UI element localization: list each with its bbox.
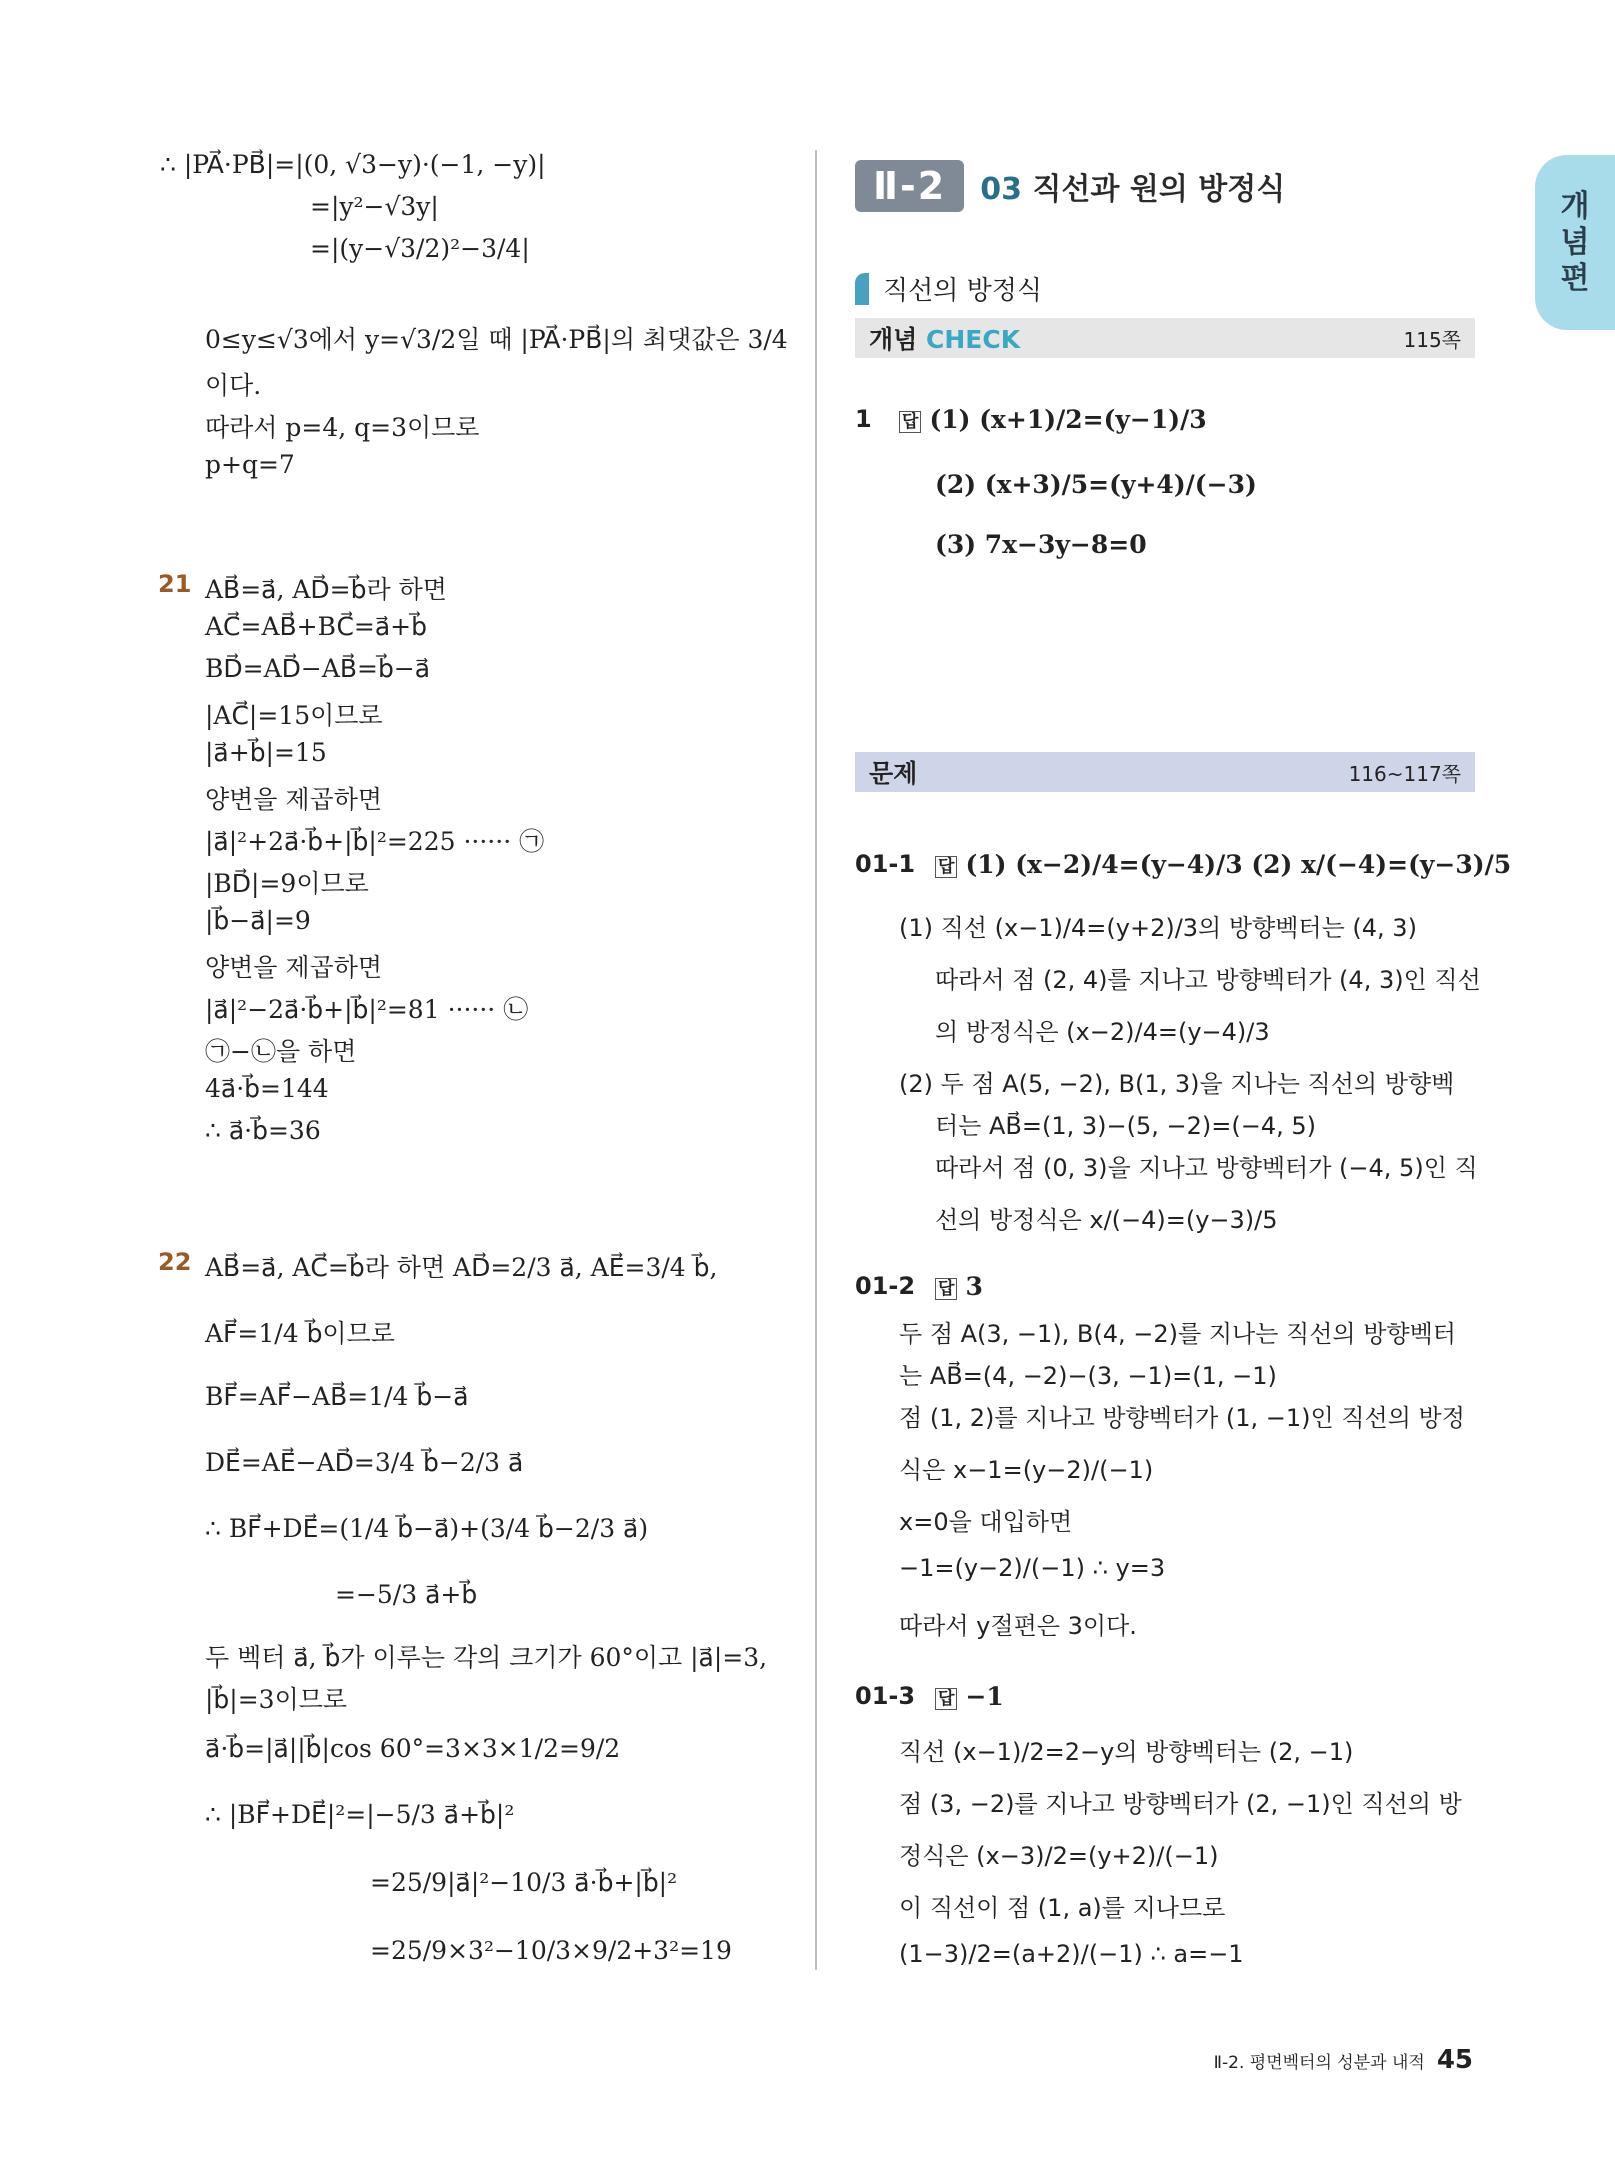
solution-line: ∴ BF⃗+DE⃗=(1/4 b⃗−a⃗)+(3/4 b⃗−2/3 a⃗): [205, 1514, 649, 1543]
page-footer: [1214, 2045, 1473, 2075]
problem-number: 21: [158, 570, 192, 598]
solution-line: (1−3)/2=(a+2)/(−1) ∴ a=−1: [899, 1940, 1244, 1968]
solution-line: p+q=7: [205, 450, 295, 479]
solution-line: |a⃗+b⃗|=15: [205, 738, 327, 767]
problem-bar: [855, 752, 1475, 792]
solution-line: 4a⃗·b⃗=144: [205, 1074, 329, 1103]
solution-line: =25/9×3²−10/3×9/2+3²=19: [370, 1936, 732, 1965]
solution-line: BF⃗=AF⃗−AB⃗=1/4 b⃗−a⃗: [205, 1382, 469, 1411]
section-title: 직선의 방정식: [883, 276, 1042, 306]
concept-check-bar: [855, 318, 1475, 358]
concept-check-title: [869, 320, 1020, 356]
problem-number: 22: [158, 1248, 192, 1276]
problem-number: 01-2: [855, 1272, 916, 1300]
solution-line: 따라서 y절편은 3이다.: [899, 1612, 1137, 1640]
index-tab: [1535, 155, 1615, 330]
tab-char: 편: [1560, 260, 1590, 296]
solution-line: AC⃗=AB⃗+BC⃗=a⃗+b⃗: [205, 612, 427, 641]
page-number: 45: [1436, 2045, 1473, 2075]
solution-line: 정식은 (x−3)/2=(y+2)/(−1): [899, 1842, 1219, 1870]
concept-check-page: 115쪽: [1403, 327, 1461, 352]
solution-line: 식은 x−1=(y−2)/(−1): [899, 1456, 1154, 1484]
problem-number: 01-1: [855, 850, 916, 878]
answer-mark-icon: 답: [935, 1278, 957, 1300]
solution-line: ∴ |PA⃗·PB⃗|=|(0, √3−y)·(−1, −y)|: [160, 150, 546, 179]
solution-line: ∴ a⃗·b⃗=36: [205, 1116, 321, 1145]
solution-line: 두 점 A(3, −1), B(4, −2)를 지나는 직선의 방향벡터: [899, 1320, 1456, 1348]
solution-line: =−5/3 a⃗+b⃗: [335, 1580, 478, 1609]
answer-line: [935, 1272, 983, 1301]
answer-mark-icon: 답: [899, 411, 921, 433]
solution-line: ㉠−㉡을 하면: [205, 1037, 357, 1066]
solution-line: |BD⃗|=9이므로: [205, 869, 369, 898]
solution-line: x=0을 대입하면: [899, 1508, 1073, 1536]
tab-char: 개: [1560, 188, 1590, 224]
answer-line: (2) (x+3)/5=(y+4)/(−3): [935, 470, 1257, 499]
tab-char: 념: [1560, 224, 1590, 260]
footer-chapter: Ⅱ-2. 평면벡터의 성분과 내적: [1213, 2053, 1425, 2073]
solution-line: 이다.: [205, 371, 262, 400]
chapter-number: 03: [980, 172, 1022, 207]
answer-text: (1) (x+1)/2=(y−1)/3: [929, 405, 1207, 434]
solution-line: =|(y−√3/2)²−3/4|: [310, 234, 530, 263]
chapter-title: [980, 164, 1285, 208]
solution-line: (1) 직선 (x−1)/4=(y+2)/3의 방향벡터는 (4, 3): [899, 914, 1417, 942]
solution-line: DE⃗=AE⃗−AD⃗=3/4 b⃗−2/3 a⃗: [205, 1448, 524, 1477]
solution-line: 이 직선이 점 (1, a)를 지나므로: [899, 1894, 1226, 1922]
solution-line: |a⃗|²+2a⃗·b⃗+|b⃗|²=225 ······ ㉠: [205, 827, 545, 856]
solution-line: 점 (3, −2)를 지나고 방향벡터가 (2, −1)인 직선의 방: [899, 1790, 1462, 1818]
check-label: CHECK: [926, 325, 1021, 354]
section-bullet-icon: [855, 273, 869, 305]
solution-line: =|y²−√3y|: [310, 192, 439, 221]
solution-line: 터는 AB⃗=(1, 3)−(5, −2)=(−4, 5): [935, 1112, 1316, 1140]
solution-line: 양변을 제곱하면: [205, 953, 382, 982]
chapter-badge: Ⅱ-2: [855, 160, 964, 212]
solution-line: 점 (1, 2)를 지나고 방향벡터가 (1, −1)인 직선의 방정: [899, 1404, 1465, 1432]
solution-line: 직선 (x−1)/2=2−y의 방향벡터는 (2, −1): [899, 1738, 1354, 1766]
solution-line: 따라서 점 (2, 4)를 지나고 방향벡터가 (4, 3)인 직선: [935, 966, 1481, 994]
solution-line: AB⃗=a⃗, AD⃗=b⃗라 하면: [205, 575, 447, 604]
section-heading: [855, 270, 1042, 307]
answer-mark-icon: 답: [935, 1688, 957, 1710]
solution-line: AF⃗=1/4 b⃗이므로: [205, 1319, 395, 1348]
solution-line: 의 방정식은 (x−2)/4=(y−4)/3: [935, 1018, 1270, 1046]
solution-line: a⃗·b⃗=|a⃗||b⃗|cos 60°=3×3×1/2=9/2: [205, 1734, 621, 1763]
solution-line: |b⃗|=3이므로: [205, 1685, 348, 1714]
solution-line: (2) 두 점 A(5, −2), B(1, 3)을 지나는 직선의 방향벡: [899, 1070, 1455, 1098]
solution-line: 양변을 제곱하면: [205, 785, 382, 814]
solution-line: −1=(y−2)/(−1) ∴ y=3: [899, 1554, 1166, 1582]
solution-line: |b⃗−a⃗|=9: [205, 906, 311, 935]
answer-mark-icon: 답: [935, 856, 957, 878]
problem-page: 116~117쪽: [1348, 761, 1461, 786]
column-divider: [815, 150, 817, 1970]
problem-number: 01-3: [855, 1682, 916, 1710]
solution-line: 따라서 p=4, q=3이므로: [205, 413, 480, 442]
solution-line: 두 벡터 a⃗, b⃗가 이루는 각의 크기가 60°이고 |a⃗|=3,: [205, 1643, 768, 1672]
solution-line: 따라서 점 (0, 3)을 지나고 방향벡터가 (−4, 5)인 직: [935, 1154, 1478, 1182]
solution-line: 0≤y≤√3에서 y=√3/2일 때 |PA⃗·PB⃗|의 최댓값은 3/4: [205, 325, 788, 354]
answer-text: −1: [965, 1682, 1004, 1711]
solution-line: =25/9|a⃗|²−10/3 a⃗·b⃗+|b⃗|²: [370, 1868, 678, 1897]
answer-line: [935, 1682, 1004, 1711]
chapter-heading: [855, 160, 1285, 212]
answer-line: (3) 7x−3y−8=0: [935, 530, 1147, 559]
solution-line: BD⃗=AD⃗−AB⃗=b⃗−a⃗: [205, 654, 431, 683]
solution-line: ∴ |BF⃗+DE⃗|²=|−5/3 a⃗+b⃗|²: [205, 1800, 515, 1829]
problem-number: 1: [855, 405, 872, 433]
solution-line: 선의 방정식은 x/(−4)=(y−3)/5: [935, 1206, 1278, 1234]
chapter-title-text: 직선과 원의 방정식: [1032, 172, 1286, 207]
answer-text: (1) (x−2)/4=(y−4)/3 (2) x/(−4)=(y−3)/5: [965, 850, 1512, 879]
solution-line: |a⃗|²−2a⃗·b⃗+|b⃗|²=81 ······ ㉡: [205, 995, 529, 1024]
solution-line: AB⃗=a⃗, AC⃗=b⃗라 하면 AD⃗=2/3 a⃗, AE⃗=3/4 b⃗,: [205, 1253, 718, 1282]
solution-line: 는 AB⃗=(4, −2)−(3, −1)=(1, −1): [899, 1362, 1277, 1390]
answer-line: [935, 850, 1511, 879]
answer-line: [899, 405, 1207, 434]
problem-title: 문제: [869, 759, 918, 788]
solution-line: |AC⃗|=15이므로: [205, 701, 383, 730]
concept-label: 개념: [869, 325, 918, 354]
answer-text: 3: [965, 1272, 983, 1301]
